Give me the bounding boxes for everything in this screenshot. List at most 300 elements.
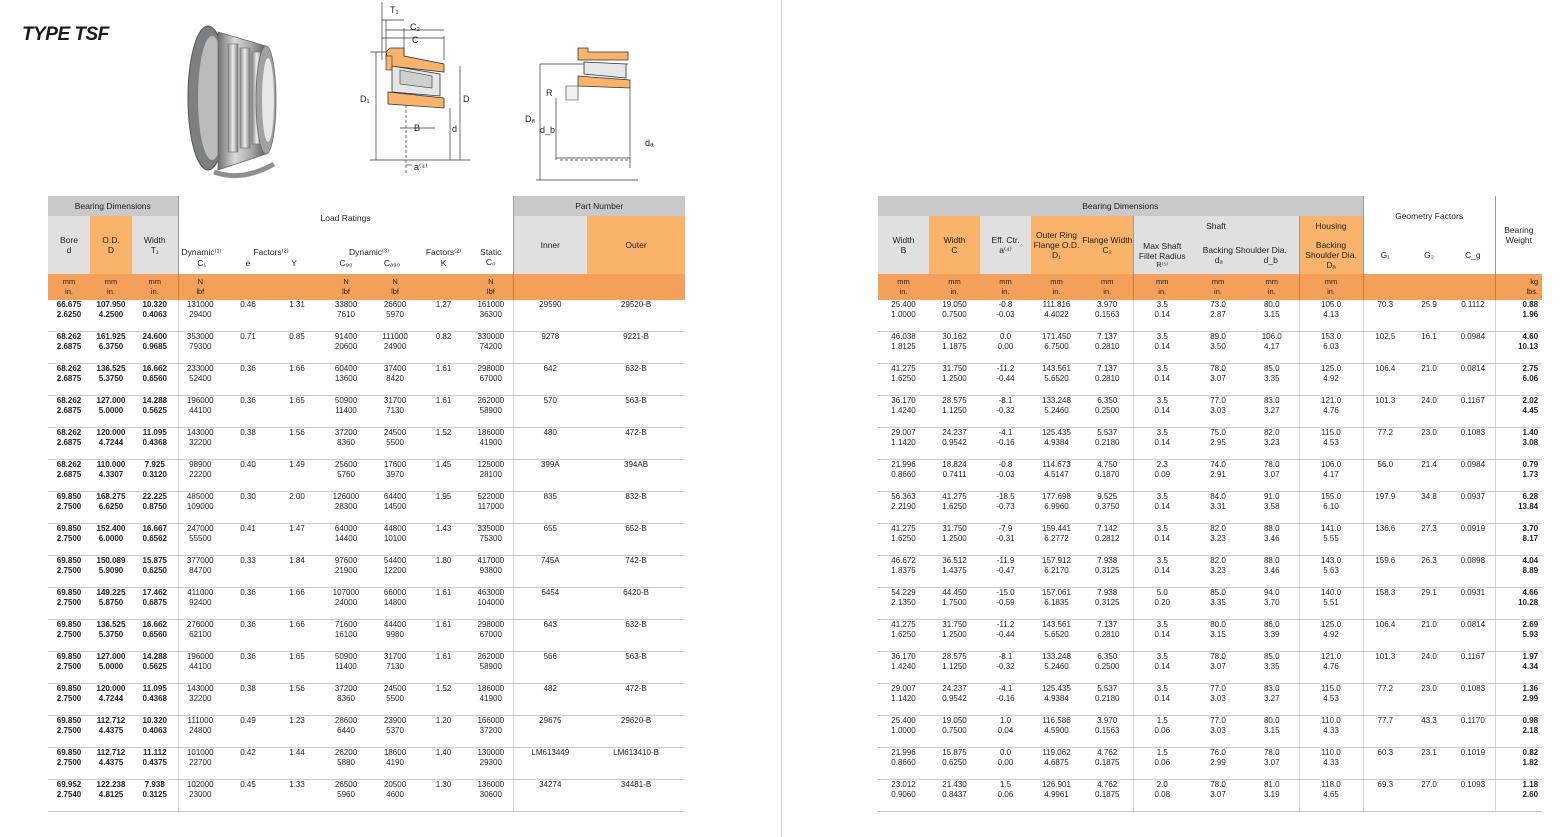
table-cell <box>48 460 90 492</box>
cell-value: 1.6250 <box>891 374 916 383</box>
table-cell: 1.95 <box>418 492 469 524</box>
table-cell <box>178 274 222 300</box>
cell-value: 2.99 <box>1522 694 1539 703</box>
table-cell <box>1245 364 1299 396</box>
table-cell <box>90 492 132 524</box>
cell-value: 133.248 <box>1042 652 1071 661</box>
cell-value: 26500 <box>334 780 358 789</box>
cell-value: 13.84 <box>1518 502 1539 511</box>
table-cell <box>132 652 178 684</box>
table-cell: 6420-B <box>587 588 685 620</box>
table-cell <box>48 748 90 780</box>
cell-value: 46.672 <box>891 556 916 565</box>
cell-value: 0.2180 <box>1095 694 1120 703</box>
cell-value: 92400 <box>189 598 212 607</box>
cell-value: 1.6250 <box>891 630 916 639</box>
table-cell <box>90 684 132 716</box>
table-cell <box>48 780 90 812</box>
table-cell: 0.41 <box>222 524 274 556</box>
cell-value: 0.14 <box>1154 342 1171 351</box>
table-cell <box>1082 364 1133 396</box>
table-cell: 0.1083 <box>1451 684 1495 716</box>
cell-value: Eff. Ctr. <box>991 234 1020 245</box>
table-cell <box>178 492 222 524</box>
cell-value: 6.2170 <box>1044 566 1069 575</box>
table-cell <box>1245 748 1299 780</box>
cell-value: 298000 <box>477 620 505 629</box>
cell-value: 0.06 <box>1154 726 1171 735</box>
table-cell <box>469 364 513 396</box>
table-cell <box>1245 556 1299 588</box>
table-cell <box>48 364 90 396</box>
table-cell <box>178 364 222 396</box>
cell-value: 161.925 <box>96 332 126 341</box>
table-cell <box>1031 652 1082 684</box>
table-cell <box>929 588 980 620</box>
table-cell <box>1082 332 1133 364</box>
table-cell: 43.3 <box>1407 716 1451 748</box>
cell-value: 91.0 <box>1263 492 1280 501</box>
cell-value: lbf <box>342 287 350 296</box>
table-cell <box>1191 492 1245 524</box>
table-cell <box>48 332 90 364</box>
cell-value: 2.18 <box>1522 726 1539 735</box>
cell-value: 6440 <box>337 726 355 735</box>
table-cell <box>1191 396 1245 428</box>
cell-value: 2.7500 <box>56 726 82 735</box>
cell-value: 125.0 <box>1321 364 1342 373</box>
cell-value: 130000 <box>477 748 505 757</box>
cell-value: 2.7500 <box>56 630 82 639</box>
table-cell: 642 <box>513 364 587 396</box>
table-cell <box>929 300 980 332</box>
cell-value: 50900 <box>334 652 358 661</box>
cell-value: 0.14 <box>1154 566 1171 575</box>
cell-value: 7.938 <box>1097 588 1118 597</box>
cell-value: 107000 <box>332 588 360 597</box>
cell-value: 58900 <box>479 406 502 415</box>
table-row <box>878 396 1542 428</box>
units-row <box>48 274 685 300</box>
table-cell <box>878 524 929 556</box>
table-cell <box>320 780 372 812</box>
table-cell <box>1191 556 1245 588</box>
cell-value: 4.60 <box>1522 332 1539 341</box>
table-cell: 655 <box>513 524 587 556</box>
cell-value: -0.16 <box>996 694 1015 703</box>
cell-value: 83.0 <box>1263 396 1280 405</box>
cell-value: 0.3125 <box>1095 598 1120 607</box>
cell-value: 4.9961 <box>1044 790 1069 799</box>
table-cell <box>320 620 372 652</box>
table-cell: 0.30 <box>222 492 274 524</box>
table-cell <box>1031 684 1082 716</box>
table-row <box>48 748 685 780</box>
cell-value: mm <box>948 277 961 286</box>
cell-value: 0.7500 <box>942 310 967 319</box>
cell-value: 58900 <box>479 662 502 671</box>
table-cell <box>980 588 1031 620</box>
cell-value: 11.112 <box>142 748 167 757</box>
cell-value: 112.712 <box>96 716 126 725</box>
table-cell: 0.1167 <box>1451 396 1495 428</box>
cell-value: -11.2 <box>996 620 1015 629</box>
table-row <box>878 332 1542 364</box>
cell-value: 30600 <box>479 790 502 799</box>
col-backing-housing <box>1299 236 1363 274</box>
cell-value: 69.850 <box>56 652 82 661</box>
cell-value: 5880 <box>337 758 355 767</box>
table-cell: 2.00 <box>274 492 320 524</box>
cell-value: 2.02 <box>1522 396 1539 405</box>
table-cell <box>469 684 513 716</box>
cell-value: 0.1875 <box>1095 790 1120 799</box>
table-cell <box>1191 524 1245 556</box>
table-cell <box>1245 524 1299 556</box>
cell-value: 3.27 <box>1263 694 1280 703</box>
table-cell <box>878 274 929 300</box>
load-ratings-table <box>48 196 685 812</box>
table-cell: 0.1112 <box>1451 300 1495 332</box>
col-cg: C_g <box>1451 236 1495 274</box>
cell-value: 5.9090 <box>98 566 124 575</box>
cell-value: 4.762 <box>1097 748 1118 757</box>
cell-value: 4.8125 <box>98 790 124 799</box>
table-cell: 21.0 <box>1407 364 1451 396</box>
cell-value: 6.3750 <box>98 342 124 351</box>
cell-value: 7.137 <box>1097 332 1118 341</box>
table-cell: LM613449 <box>513 748 587 780</box>
cell-value: mm <box>104 277 118 286</box>
table-cell: 1.47 <box>274 524 320 556</box>
cell-value: 15.875 <box>142 556 167 565</box>
col-width <box>132 216 178 274</box>
table-cell <box>178 748 222 780</box>
cell-value: 23.012 <box>891 780 916 789</box>
cell-value: 78.0 <box>1263 748 1280 757</box>
cell-value: 136.525 <box>96 620 126 629</box>
cell-value: D <box>107 245 115 255</box>
table-cell <box>878 556 929 588</box>
cell-value: 2.0 <box>1156 780 1168 789</box>
cell-value: 1.2500 <box>942 534 967 543</box>
cell-value: 69.850 <box>56 620 82 629</box>
table-cell <box>132 620 178 652</box>
cell-value: 4.5900 <box>1044 726 1069 735</box>
table-row <box>878 716 1542 748</box>
cell-value <box>222 258 320 268</box>
cell-value: 1.0000 <box>891 310 916 319</box>
cell-value: 150.089 <box>96 556 126 565</box>
cell-value: Dₐ <box>1326 260 1336 270</box>
cell-value: 24.237 <box>942 428 967 437</box>
table-cell <box>878 588 929 620</box>
cell-value: 4.76 <box>1323 662 1339 671</box>
table-cell: 0.40 <box>222 460 274 492</box>
table-cell <box>48 492 90 524</box>
table-cell <box>372 620 418 652</box>
table-cell <box>1133 684 1191 716</box>
table-cell <box>372 428 418 460</box>
table-cell <box>372 748 418 780</box>
cell-value: 298000 <box>477 364 505 373</box>
cell-value: 11.095 <box>142 428 167 437</box>
table-cell <box>1133 300 1191 332</box>
table-cell: 1.66 <box>274 364 320 396</box>
table-cell <box>1191 460 1245 492</box>
table-cell: 482 <box>513 684 587 716</box>
cell-value: mm <box>1265 277 1278 286</box>
table-cell <box>1133 274 1191 300</box>
table-cell <box>929 428 980 460</box>
table-cell <box>1082 684 1133 716</box>
cell-value: 3.35 <box>1210 598 1226 607</box>
table-cell <box>1495 300 1542 332</box>
cell-value: 98900 <box>189 460 212 469</box>
cell-value: 31.750 <box>942 524 967 533</box>
table-cell <box>1495 684 1542 716</box>
table-cell <box>980 556 1031 588</box>
table-cell <box>1299 748 1363 780</box>
table-cell <box>178 652 222 684</box>
cell-value: in. <box>1001 287 1010 296</box>
table-cell <box>878 780 929 812</box>
cell-value: 3.5 <box>1156 652 1168 661</box>
table-cell: 29520-B <box>587 300 685 332</box>
cell-value: 3.15 <box>1263 726 1280 735</box>
cell-value: 1.97 <box>1522 652 1539 661</box>
cell-value: 3.08 <box>1522 438 1539 447</box>
table-cell: 0.36 <box>222 396 274 428</box>
table-cell <box>1245 716 1299 748</box>
cell-value: 41.275 <box>891 524 916 533</box>
col-width-b <box>878 216 929 274</box>
table-cell <box>1133 524 1191 556</box>
cell-value: C₂ <box>1102 245 1112 255</box>
table-cell <box>1133 428 1191 460</box>
cell-value: 168.275 <box>96 492 126 501</box>
cell-value: 3.07 <box>1210 662 1226 671</box>
cell-value: -0.47 <box>996 566 1015 575</box>
cell-value: 4.53 <box>1323 438 1339 447</box>
cell-value: 0.2810 <box>1095 630 1120 639</box>
table-cell <box>1495 748 1542 780</box>
table-cell <box>1245 460 1299 492</box>
cell-value: 0.9060 <box>891 790 916 799</box>
table-row <box>48 428 685 460</box>
table-cell <box>980 524 1031 556</box>
cell-value: 1.40 <box>1522 428 1539 437</box>
table-cell <box>929 684 980 716</box>
cell-value: 2.6875 <box>56 470 82 479</box>
cell-value: 29400 <box>189 310 212 319</box>
cell-value: 3.5 <box>1156 300 1168 309</box>
table-cell: 0.36 <box>222 620 274 652</box>
cell-value: 4.17 <box>1323 470 1339 479</box>
cell-value: 2.7500 <box>56 534 82 543</box>
table-cell <box>1133 460 1191 492</box>
cell-value: 5.3750 <box>98 630 124 639</box>
cell-value: 2.99 <box>1210 758 1226 767</box>
cell-value: 3.70 <box>1263 598 1280 607</box>
cell-value: 4.5147 <box>1044 470 1069 479</box>
table-cell: 1.43 <box>418 524 469 556</box>
table-cell <box>320 460 372 492</box>
table-cell: 1.61 <box>418 652 469 684</box>
cell-value: 16.667 <box>142 524 167 533</box>
table-cell <box>1495 524 1542 556</box>
cell-value: Flange Width <box>1082 235 1133 245</box>
table-cell <box>178 396 222 428</box>
cell-value: 25.400 <box>891 300 916 309</box>
cell-value: 1.4375 <box>942 566 967 575</box>
cell-value: 0.0 <box>999 332 1012 341</box>
table-cell <box>878 748 929 780</box>
cell-value: 3.5 <box>1156 684 1168 693</box>
cell-value: 121.0 <box>1321 652 1342 661</box>
cell-value: 157.912 <box>1042 556 1071 565</box>
table-cell <box>320 748 372 780</box>
table-cell <box>48 428 90 460</box>
cell-value: 93800 <box>479 566 502 575</box>
cell-value: 80.0 <box>1263 300 1280 309</box>
cell-value: 149.225 <box>96 588 126 597</box>
cell-value: 126.901 <box>1042 780 1071 789</box>
cell-value: 2.7500 <box>56 502 82 511</box>
table-cell <box>1082 556 1133 588</box>
table-cell <box>929 460 980 492</box>
table-cell <box>90 620 132 652</box>
col-outer: Outer <box>587 216 685 274</box>
cell-value: 9.525 <box>1097 492 1118 501</box>
table-cell <box>878 492 929 524</box>
cell-value: 85.0 <box>1210 588 1226 597</box>
cell-value: 6.6250 <box>98 502 124 511</box>
cell-value: Dynamic⁽³⁾ <box>348 246 390 257</box>
table-cell <box>1245 588 1299 620</box>
cell-value: -0.03 <box>996 310 1015 319</box>
table-cell: 0.36 <box>222 588 274 620</box>
cell-value: 3.5 <box>1156 524 1168 533</box>
table-cell <box>878 620 929 652</box>
table-row <box>48 780 685 812</box>
cell-value: mm <box>148 277 162 286</box>
cell-value: 76.0 <box>1210 748 1226 757</box>
cell-value: T₁ <box>150 245 159 255</box>
cell-value: 6.03 <box>1323 342 1339 351</box>
table-cell: 563-B <box>587 396 685 428</box>
cell-value: 60400 <box>334 364 358 373</box>
cell-value: 6.0000 <box>98 534 124 543</box>
cell-value: a⁽⁴⁾ <box>999 244 1012 255</box>
cell-value: 24.237 <box>942 684 967 693</box>
cell-value: 30.162 <box>942 332 967 341</box>
table-cell <box>1191 716 1245 748</box>
col-g1: G₁ <box>1363 236 1407 274</box>
cell-value: N <box>392 277 398 286</box>
table-cell <box>980 332 1031 364</box>
cell-value: in. <box>1052 287 1061 296</box>
cell-value: 118.0 <box>1321 780 1341 789</box>
cell-value: 5.51 <box>1323 598 1339 607</box>
cell-value: 152.400 <box>96 524 126 533</box>
table-cell <box>878 396 929 428</box>
table-cell: 1.31 <box>274 300 320 332</box>
table-cell <box>469 492 513 524</box>
cell-value: C <box>951 245 958 255</box>
table-cell <box>48 652 90 684</box>
table-cell <box>132 428 178 460</box>
cell-value: 0.1870 <box>1095 470 1120 479</box>
table-cell <box>372 396 418 428</box>
cell-value: 28.575 <box>942 652 967 661</box>
cell-value: 136.525 <box>96 364 126 373</box>
cell-value: Cₐ₉₀ <box>383 257 401 268</box>
table-cell <box>1299 652 1363 684</box>
table-cell <box>1245 652 1299 684</box>
table-cell <box>1133 716 1191 748</box>
table-cell: 1.61 <box>418 396 469 428</box>
cell-value <box>320 258 418 268</box>
table-cell: 0.46 <box>222 300 274 332</box>
cell-value: B <box>900 245 907 255</box>
table-cell <box>1191 588 1245 620</box>
cell-value: 0.1563 <box>1095 310 1120 319</box>
cell-value: in. <box>1214 287 1222 296</box>
cell-value: 1.1250 <box>942 662 967 671</box>
cell-value: 41900 <box>479 694 502 703</box>
table-cell <box>1082 492 1133 524</box>
col-width-c <box>929 216 980 274</box>
cell-value: 126000 <box>332 492 360 501</box>
table-cell <box>1299 332 1363 364</box>
cell-value: 116.586 <box>1042 716 1071 725</box>
table-cell: 1.52 <box>418 428 469 460</box>
table-cell <box>1191 274 1245 300</box>
cell-value: 4.13 <box>1323 310 1339 319</box>
table-cell <box>1299 274 1363 300</box>
cell-value: 31.750 <box>942 364 967 373</box>
cell-value: O.D. <box>102 235 120 245</box>
cell-value: 1.8375 <box>891 566 916 575</box>
cell-value: 3.5 <box>1156 332 1168 341</box>
cell-value: 5.0000 <box>98 662 124 671</box>
cell-value: 0.08 <box>1154 790 1171 799</box>
cell-value: 143.561 <box>1042 620 1071 629</box>
table-cell <box>929 524 980 556</box>
cell-value: 0.06 <box>1154 758 1171 767</box>
cell-value: 91400 <box>334 332 358 341</box>
cell-value: Width <box>143 235 166 245</box>
cell-value: 2.75 <box>1522 364 1539 373</box>
table-cell <box>48 556 90 588</box>
cell-value: 3.5 <box>1156 364 1168 373</box>
cell-value: 125000 <box>477 460 505 469</box>
cell-value: 85.0 <box>1263 652 1280 661</box>
table-row <box>878 364 1542 396</box>
cell-value: 5960 <box>337 790 355 799</box>
table-cell <box>1031 620 1082 652</box>
cell-value: -0.32 <box>996 406 1015 415</box>
cell-value: 104000 <box>477 598 505 607</box>
cell-value: 28100 <box>479 470 502 479</box>
cell-value: 0.0 <box>999 748 1012 757</box>
table-cell: 0.0814 <box>1451 364 1495 396</box>
cell-value: 111000 <box>382 332 408 341</box>
table-cell <box>1031 364 1082 396</box>
table-cell: 472-B <box>587 428 685 460</box>
table-cell <box>1082 396 1133 428</box>
